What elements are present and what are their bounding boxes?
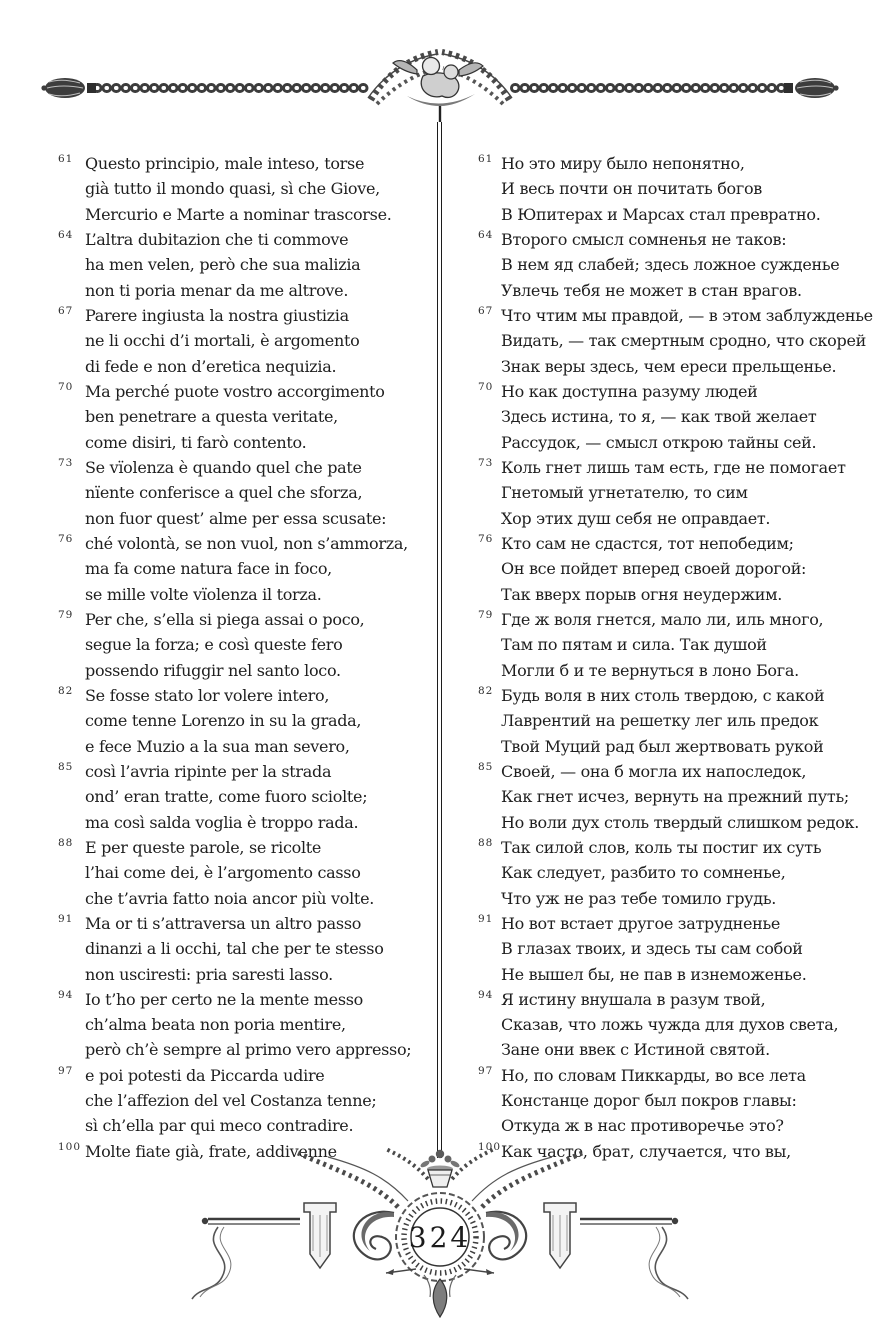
- verse-line: e fece Muzio a la sua man severo,: [85, 736, 350, 756]
- tercet: [478, 227, 876, 303]
- ribbon-left: [192, 1227, 231, 1299]
- tercet: [478, 683, 876, 759]
- verse-line: Коль гнет лишь там есть, где не помогает: [501, 457, 846, 477]
- verse-line: e poi potesti da Piccarda udire: [85, 1065, 325, 1085]
- verse-number: 70: [58, 380, 74, 393]
- verse-line: ha men velen, però che sua malizia: [85, 255, 361, 275]
- verse-line: Видать, — так смертным сродно, что скорей: [501, 331, 866, 351]
- pilaster-bracket-left: [304, 1203, 336, 1268]
- verse-line: Констанце дорог был покров главы:: [501, 1091, 797, 1111]
- verse-line: Так вверх порыв огня неудержим.: [501, 584, 783, 604]
- verse-line: che t’avria fatto noia ancor più volte.: [85, 888, 375, 908]
- verse-line: ben penetrare a questa veritate,: [85, 407, 338, 427]
- verse-number: 100: [478, 1140, 502, 1153]
- verse-line: Molte fiate già, frate, addivenne: [85, 1141, 337, 1161]
- verse-line: Там по пятам и сила. Так душой: [501, 635, 767, 655]
- verse-line: Не вышел бы, не пав в изнеможенье.: [501, 964, 807, 984]
- verse-number: 67: [478, 304, 494, 317]
- verse-line: ne li occhi d’i mortali, è argomento: [85, 331, 360, 351]
- verse-line: però ch’è sempre al primo vero appresso;: [85, 1040, 412, 1060]
- verse-line: Как следует, разбито то сомненье,: [501, 863, 786, 883]
- tercet: [478, 379, 876, 455]
- verse-line: ch’alma beata non poria mentire,: [85, 1015, 346, 1035]
- verse-line: ma così salda voglia è troppo rada.: [85, 812, 359, 832]
- verse-line: Будь воля в них столь твердою, с какой: [501, 685, 825, 705]
- verse-line: В нем яд слабей; здесь ложное сужденье: [501, 255, 840, 275]
- verse-line: И весь почти он почитать богов: [501, 179, 763, 199]
- verse-line: Зане они ввек с Истиной святой.: [501, 1040, 770, 1060]
- tercet: [478, 1063, 876, 1139]
- verse-line: Откуда ж в нас противоречье это?: [501, 1116, 784, 1136]
- tercet: [478, 759, 876, 835]
- verse-line: non fuor quest’ alme per essa scusate:: [85, 508, 387, 528]
- tercet: [478, 303, 876, 379]
- pilaster-bracket-right: [544, 1203, 576, 1268]
- acanthus-scroll-left: [354, 1212, 394, 1260]
- verse-line: Но вот встает другое затрудненье: [501, 913, 781, 933]
- tercet: [58, 911, 430, 987]
- horizontal-rod-right: [580, 1218, 678, 1224]
- verse-number: 79: [58, 608, 74, 621]
- verse-line: Но как доступна разуму людей: [501, 381, 758, 401]
- tercet: [478, 607, 876, 683]
- verse-line: Ma perché puote vostro accorgimento: [85, 381, 385, 401]
- verse-line: l’hai come dei, è l’argomento casso: [85, 863, 361, 883]
- tercet: [58, 303, 430, 379]
- verse-line: В Юпитерах и Марсах стал превратно.: [501, 204, 821, 224]
- russian-verse-column: [478, 151, 876, 1164]
- verse-line: Знак веры здесь, чем ереси прельщенье.: [501, 356, 837, 376]
- acanthus-scroll-right: [486, 1212, 526, 1260]
- tercet: [58, 835, 430, 911]
- verse-line: Что уж не раз тебе томило грудь.: [501, 888, 777, 908]
- verse-line: Могли б и те вернуться в лоно Бога.: [501, 660, 799, 680]
- verse-line: non usciresti: pria saresti lasso.: [85, 964, 333, 984]
- verse-line: E per queste parole, se ricolte: [85, 837, 322, 857]
- verse-number: 79: [478, 608, 494, 621]
- verse-line: Я истину внушала в разум твой,: [501, 989, 766, 1009]
- verse-number: 64: [478, 228, 494, 241]
- verse-number: 82: [58, 684, 74, 697]
- verse-line: ché volontà, se non vuol, non s’ammorza,: [85, 533, 408, 553]
- verse-line: Но это миру было непонятно,: [501, 154, 745, 173]
- verse-line: Questo principio, male inteso, torse: [85, 154, 365, 173]
- italian-verse-column: [58, 151, 430, 1164]
- verse-line: Своей, — она б могла их напоследок,: [501, 761, 807, 781]
- verse-line: Лаврентий на решетку лег иль предок: [501, 711, 819, 731]
- verse-line: Как часто, брат, случается, что вы,: [501, 1141, 791, 1161]
- verse-line: ma fa come natura face in foco,: [85, 559, 332, 579]
- verse-line: Но воли дух столь твердый слишком редок.: [501, 812, 860, 832]
- verse-line: non ti poria menar da me altrove.: [85, 280, 349, 300]
- verse-number: 67: [58, 304, 74, 317]
- verse-line: Io t’ho per certo ne la mente messo: [85, 989, 363, 1009]
- verse-line: Рассудок, — смысл открою тайны сей.: [501, 432, 817, 452]
- verse-line: Так силой слов, коль ты постиг их суть: [501, 837, 822, 857]
- verse-line: Хор этих душ себя не оправдает.: [501, 508, 771, 528]
- tercet: [478, 455, 876, 531]
- tercet: [478, 987, 876, 1063]
- verse-line: Ma or ti s’attraversa un altro passo: [85, 913, 362, 933]
- verse-line: se mille volte vïolenza il torza.: [85, 584, 322, 604]
- horizontal-rod-left: [202, 1218, 300, 1224]
- verse-line: Где ж воля гнется, мало ли, иль много,: [501, 609, 824, 629]
- verse-line: Сказав, что ложь чужда для духов света,: [501, 1015, 839, 1035]
- verse-line: possendo rifuggir nel santo loco.: [85, 660, 341, 680]
- tercet: [58, 987, 430, 1063]
- verse-number: 88: [58, 836, 74, 849]
- verse-number: 76: [478, 532, 494, 545]
- verse-line: Твой Муций рад был жертвовать рукой: [501, 736, 824, 756]
- verse-line: L’altra dubitazion che ti commove: [85, 229, 349, 249]
- tercet: [58, 531, 430, 607]
- verse-line: ond’ eran tratte, come fuoro sciolte;: [85, 787, 368, 807]
- verse-number: 73: [58, 456, 74, 469]
- verse-line: così l’avria ripinte per la strada: [85, 761, 332, 781]
- verse-line: segue la forza; e così queste fero: [85, 635, 343, 655]
- tercet: [58, 151, 430, 227]
- page-number: 324: [408, 1221, 472, 1254]
- verse-line: Se vïolenza è quando quel che pate: [85, 457, 362, 477]
- verse-line: come tenne Lorenzo in su la grada,: [85, 711, 362, 731]
- tercet: [58, 379, 430, 455]
- flower-basket: [419, 1150, 460, 1187]
- verse-line: Здесь истина, то я, — как твой желает: [501, 407, 817, 427]
- verse-line: Увлечь тебя не может в стан врагов.: [501, 280, 802, 300]
- verse-number: 97: [478, 1064, 494, 1077]
- verse-line: Что чтим мы правдой, — в этом заблужденье: [501, 305, 873, 325]
- verse-line: come disiri, ti farò contento.: [85, 432, 307, 452]
- verse-line: Второго смысл сомненья не таков:: [501, 229, 787, 249]
- verse-number: 94: [58, 988, 74, 1001]
- verse-number: 85: [58, 760, 74, 773]
- verse-line: nïente conferisce a quel che sforza,: [85, 483, 363, 503]
- pinecone-finial-left: [41, 78, 96, 98]
- verse-number: 91: [478, 912, 494, 925]
- verse-number: 73: [478, 456, 494, 469]
- verse-number: 88: [478, 836, 494, 849]
- verse-line: di fede e non d’eretica nequizia.: [85, 356, 337, 376]
- pinecone-finial-right: [784, 78, 839, 98]
- verse-number: 61: [478, 153, 494, 165]
- verse-line: Mercurio e Marte a nominar trascorse.: [85, 204, 392, 224]
- verse-line: dinanzi a li occhi, tal che per te stesso: [85, 939, 384, 959]
- tercet: [478, 151, 876, 227]
- verse-number: 94: [478, 988, 494, 1001]
- verse-line: Гнетомый угнетателю, то сим: [501, 483, 748, 503]
- verse-line: già tutto il mondo quasi, sì che Giove,: [85, 179, 380, 199]
- verse-number: 91: [58, 912, 74, 925]
- verse-line: Кто сам не сдастся, тот непобедим;: [501, 533, 794, 553]
- verse-number: 70: [478, 380, 494, 393]
- verse-number: 85: [478, 760, 494, 773]
- verse-line: Он все пойдет вперед своей дорогой:: [501, 559, 807, 579]
- tercet: [478, 835, 876, 911]
- verse-line: sì ch’ella par qui meco contradire.: [85, 1116, 354, 1136]
- tercet: [478, 531, 876, 607]
- verse-line: Per che, s’ella si piega assai o poco,: [85, 609, 365, 629]
- verse-line: Se fosse stato lor volere intero,: [85, 685, 330, 705]
- tercet: [58, 759, 430, 835]
- verse-line: Как гнет исчез, вернуть на прежний путь;: [501, 787, 849, 807]
- bottom-pendant: [424, 1275, 456, 1317]
- column-divider: [437, 122, 442, 1158]
- tercet: [478, 911, 876, 987]
- tercet: [58, 455, 430, 531]
- verse-number: 61: [58, 153, 74, 165]
- tercet: [58, 1063, 430, 1139]
- ribbon-right: [649, 1227, 688, 1299]
- verse-number: 97: [58, 1064, 74, 1077]
- verse-number: 82: [478, 684, 494, 697]
- verse-line: Но, по словам Пиккарды, во все лета: [501, 1065, 806, 1085]
- verse-number: 100: [58, 1140, 82, 1153]
- tercet: [58, 683, 430, 759]
- verse-line: che l’affezion del vel Costanza tenne;: [85, 1091, 377, 1111]
- verse-line: Parere ingiusta la nostra giustizia: [85, 305, 349, 325]
- verse-number: 76: [58, 532, 74, 545]
- verse-number: 64: [58, 228, 74, 241]
- verse-line: В глазах твоих, и здесь ты сам собой: [501, 939, 803, 959]
- tercet: [58, 607, 430, 683]
- tercet: [58, 227, 430, 303]
